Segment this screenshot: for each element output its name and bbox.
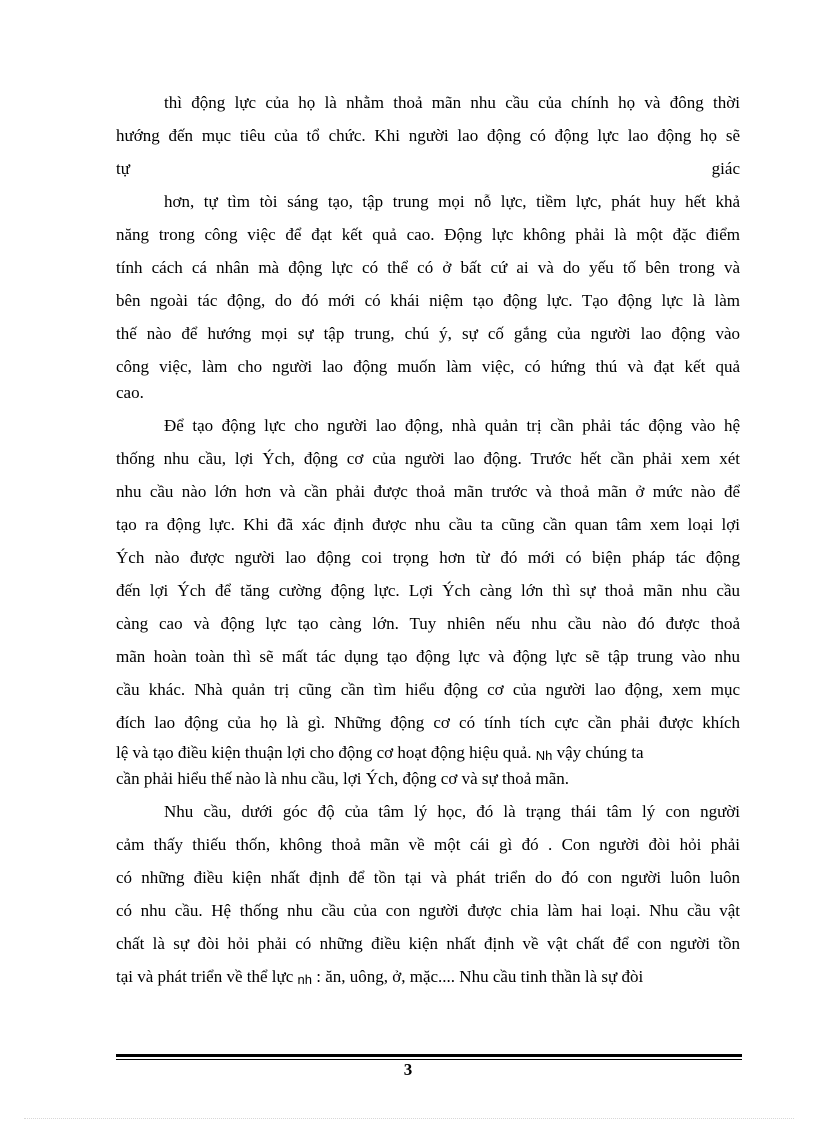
text-line: thống nhu cầu, lợi Ých, động cơ của người lao động. Trước hết cần phải xem xét <box>116 449 740 468</box>
text-line: đến lợi Ých để tăng cường động lực. Lợi Ých càng lớn thì sự thoả mãn nhu cầu <box>116 581 740 600</box>
text-line: bên ngoài tác động, do đó mới có khái niệm tạo động lực. Tạo động lực là làm <box>116 291 740 310</box>
text-fragment: giác <box>711 159 740 178</box>
text-line: Ých nào được người lao động coi trọng hơn từ đó mới có biện pháp tác động <box>116 548 740 567</box>
text-line: cao. <box>116 383 144 402</box>
text-line: cầu khác. Nhà quản trị cũng cần tìm hiểu động cơ của người lao động, xem mục <box>116 680 740 699</box>
text-fragment: Nh <box>535 748 553 763</box>
text-line: thế nào để hướng mọi sự tập trung, chú ý, sự cố gắng của người lao động vào <box>116 324 740 343</box>
text-fragment: nh <box>297 972 312 987</box>
text-line: nhu cầu nào lớn hơn và cần phải được thoả mãn trước và thoả mãn ở mức nào để <box>116 482 740 501</box>
text-line: mãn hoàn toàn thì sẽ mất tác dụng tạo động lực và động lực sẽ tập trung vào nhu <box>116 647 740 666</box>
text-fragment: lệ và tạo điều kiện thuận lợi cho động cơ hoạt động hiệu quả. <box>116 743 532 762</box>
text-line: công việc, làm cho người lao động muốn làm việc, có hứng thú và đạt kết quả <box>116 357 740 376</box>
text-line: tính cách cá nhân mà động lực có thể có ở bất cứ ai và do yếu tố bên trong và <box>116 258 740 277</box>
text-line: tạo ra động lực. Khi đã xác định được nhu cầu ta cũng cần quan tâm xem loại lợi <box>116 515 740 534</box>
text-line: Để tạo động lực cho người lao động, nhà quản trị cần phải tác động vào hệ <box>164 416 740 435</box>
text-line: có những điều kiện nhất định để tồn tại và phát triển do đó con người luôn luôn <box>116 868 740 887</box>
page-edge-divider <box>24 1118 794 1119</box>
text-line <box>116 965 740 989</box>
text-fragment: tự <box>116 159 130 178</box>
text-fragment: tại và phát triển về thể lực <box>116 967 294 986</box>
text-fragment: : ăn, uông, ở, mặc.... Nhu cầu tinh thần là sự đòi <box>316 967 644 986</box>
text-line: hướng đến mục tiêu của tổ chức. Khi người lao động có động lực lao động họ sẽ <box>116 126 740 145</box>
text-line: có nhu cầu. Hệ thống nhu cầu của con người được chia làm hai loại. Nhu cầu vật <box>116 901 740 920</box>
text-line: cần phải hiểu thế nào là nhu cầu, lợi Ých, động cơ và sự thoả mãn. <box>116 769 570 788</box>
text-line: năng trong công việc để đạt kết quả cao. Động lực không phải là một đặc điểm <box>116 225 740 244</box>
text-line: chất là sự đòi hỏi phải có những điều kiện nhất định về vật chất để con người tồn <box>116 934 740 953</box>
text-line: càng cao và động lực tạo càng lớn. Tuy nhiên nếu nhu cầu nào đó được thoả <box>116 614 740 633</box>
text-line: Nhu cầu, dưới góc độ của tâm lý học, đó là trạng thái tâm lý con người <box>164 802 740 821</box>
text-line: hơn, tự tìm tòi sáng tạo, tập trung mọi nỗ lực, tiềm lực, phát huy hết khả <box>164 192 740 211</box>
text-line: cảm thấy thiếu thốn, không thoả mãn về một cái gì đó . Con người đòi hỏi phải <box>116 835 740 854</box>
text-line <box>116 741 740 765</box>
footer-rule-thick <box>116 1054 742 1057</box>
text-line: đích lao động của họ là gì. Những động cơ có tính tích cực cần phải được khích <box>116 713 740 732</box>
text-fragment: vậy chúng ta <box>556 743 644 762</box>
text-line: thì động lực của họ là nhằm thoả mãn nhu cầu của chính họ và đông thời <box>164 93 740 112</box>
page-number: 3 <box>403 1060 413 1079</box>
